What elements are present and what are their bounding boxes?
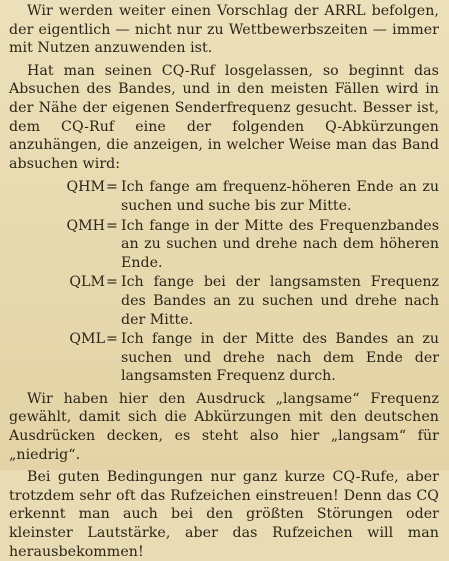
equals-sign: = [106, 331, 118, 348]
paragraph-advice: Bei guten Bedingungen nur ganz kurze CQ-Rufe, aber trotzdem sehr oft das Rufzeichen einstreuen! Denn das CQ erkennt man auch bei den größten Störungen oder kleinster Lautstärke, aber das Rufzeichen will man herausbekommen! [9, 469, 439, 560]
q-code-row-qmh [9, 217, 439, 273]
q-code-meaning: Ich fange bei der langsamsten Frequenz des Bandes an zu suchen und drehe nach der Mitte. [121, 274, 439, 328]
q-code-row-qhm [9, 178, 439, 215]
paragraph-intro: Wir werden weiter einen Vorschlag der ARRL befolgen, der eigentlich — nicht nur zu Wettbewerbszeiten — immer mit Nutzen anzuwenden ist. [9, 3, 439, 57]
q-code-row-qml [9, 330, 439, 386]
equals-sign: = [106, 179, 118, 196]
paragraph-cq-search: Hat man seinen CQ-Ruf losgelassen, so beginnt das Absuchen des Bandes, und in den meisten Fällen wird in der Nähe der eigenen Senderfrequenz gesucht. Besser ist, dem CQ-Ruf eine der folgenden Q-Abkürzungen anzuhängen, die anzeigen, in welcher Weise man das Band absuchen wird: [9, 62, 439, 172]
q-code-key: QML [69, 331, 105, 348]
q-code-meaning: Ich fange in der Mitte des Frequenzbandes an zu suchen und drehe nach dem höheren Ende. [121, 217, 439, 271]
equals-sign: = [106, 217, 118, 234]
q-code-key: QHM [66, 179, 105, 196]
equals-sign: = [106, 274, 118, 291]
q-code-row-qlm [9, 273, 439, 329]
q-code-key: QMH [66, 217, 105, 234]
q-code-meaning: Ich fange in der Mitte des Bandes an zu suchen und drehe nach dem Ende der langsamsten Frequenz durch. [121, 331, 439, 385]
q-code-meaning: Ich fange am frequenz-höheren Ende an zu suchen und suche bis zur Mitte. [121, 179, 439, 214]
q-code-key: QLM [69, 274, 105, 291]
paragraph-terminology: Wir haben hier den Ausdruck „langsame“ Frequenz gewählt, damit sich die Abkürzungen mit den deutschen Ausdrücken decken, es steht also hier „langsam“ für „niedrig“. [9, 390, 439, 463]
q-code-list [9, 178, 439, 386]
